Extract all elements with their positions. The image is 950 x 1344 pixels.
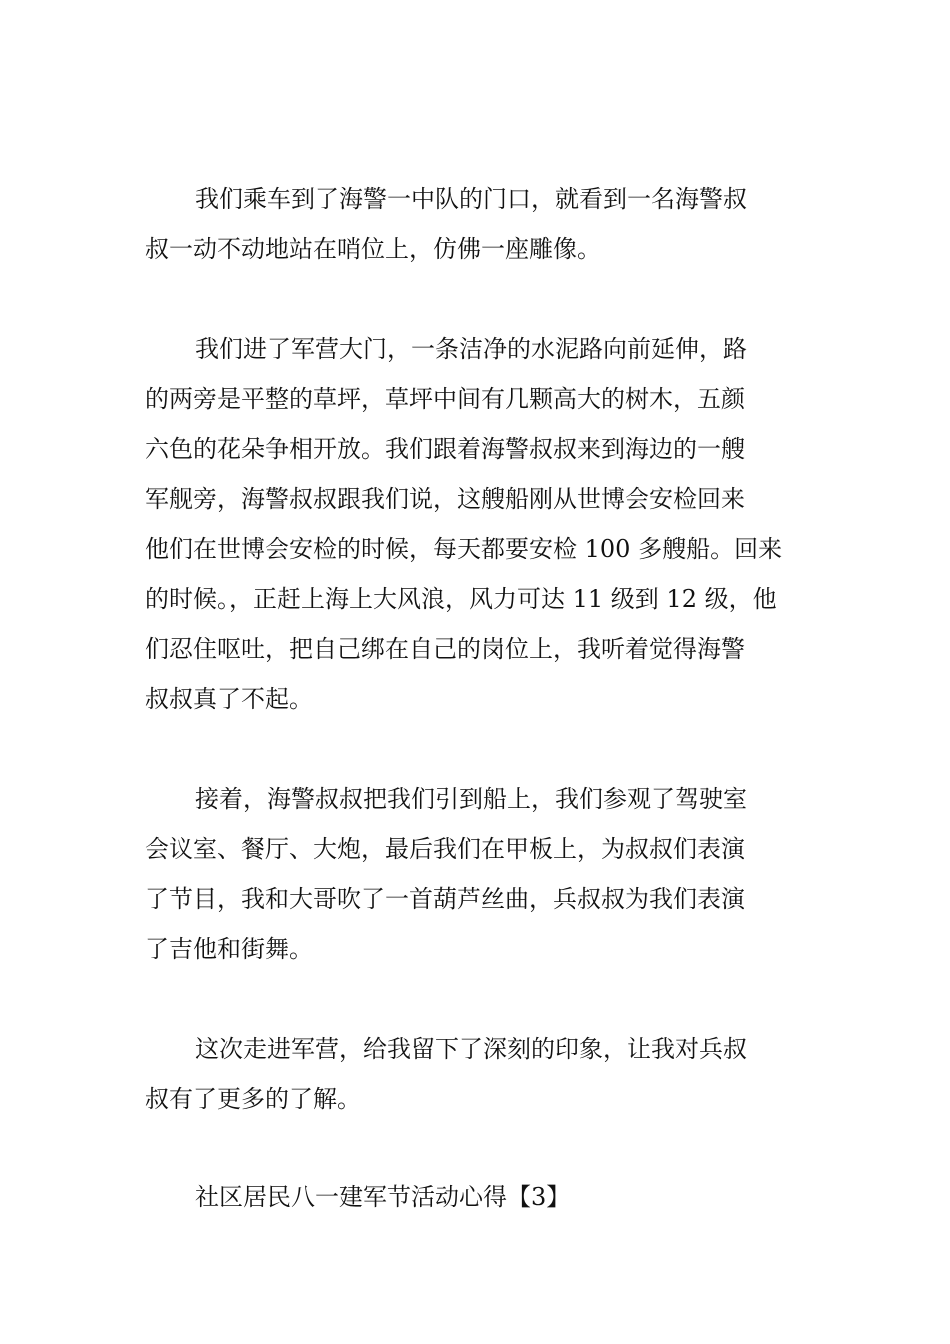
paragraph-2-line-4: 军舰旁，海警叔叔跟我们说，这艘船刚从世博会安检回来 xyxy=(145,485,745,513)
paragraph-1-line-2: 叔一动不动地站在哨位上，仿佛一座雕像。 xyxy=(145,235,601,263)
paragraph-2-line-2: 的两旁是平整的草坪，草坪中间有几颗高大的树木，五颜 xyxy=(145,385,745,413)
paragraph-3-line-2: 会议室、餐厅、大炮，最后我们在甲板上，为叔叔们表演 xyxy=(145,835,745,863)
paragraph-2-line-3: 六色的花朵争相开放。我们跟着海警叔叔来到海边的一艘 xyxy=(145,435,745,463)
paragraph-2-line-1: 我们进了军营大门，一条洁净的水泥路向前延伸，路 xyxy=(195,335,747,363)
section-title: 社区居民八一建军节活动心得【3】 xyxy=(195,1183,571,1211)
paragraph-3-line-3: 了节目，我和大哥吹了一首葫芦丝曲，兵叔叔为我们表演 xyxy=(145,885,745,913)
paragraph-2-line-5: 他们在世博会安检的时候，每天都要安检 100 多艘船。回来 xyxy=(145,535,783,563)
paragraph-2-line-7: 们忍住呕吐，把自己绑在自己的岗位上，我听着觉得海警 xyxy=(145,635,745,663)
paragraph-3-line-1: 接着，海警叔叔把我们引到船上，我们参观了驾驶室 xyxy=(195,785,747,813)
paragraph-2-line-6: 的时候。，正赶上海上大风浪，风力可达 11 级到 12 级，他 xyxy=(145,585,777,613)
paragraph-4-line-2: 叔有了更多的了解。 xyxy=(145,1085,361,1113)
paragraph-3-line-4: 了吉他和街舞。 xyxy=(145,935,313,963)
paragraph-1-line-1: 我们乘车到了海警一中队的门口，就看到一名海警叔 xyxy=(195,185,747,213)
paragraph-4-line-1: 这次走进军营，给我留下了深刻的印象，让我对兵叔 xyxy=(195,1035,747,1063)
paragraph-2-line-8: 叔叔真了不起。 xyxy=(145,685,313,713)
